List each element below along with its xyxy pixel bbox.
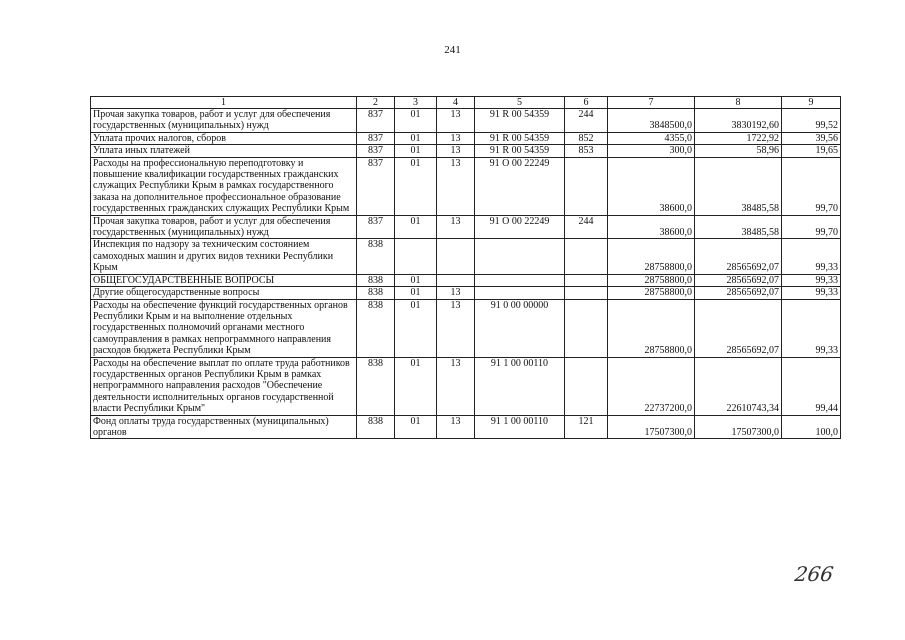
column-header: 7 — [608, 97, 695, 109]
cell-percent: 99,33 — [782, 299, 841, 357]
cell-expense-type: 121 — [565, 415, 608, 439]
cell-expense-type: 244 — [565, 109, 608, 133]
cell-name: Расходы на обеспечение функций государственных органов Республики Крым и на выполнение отдельных государственных полномочий органами местного самоуправления в рамках непрограммного направления расходов бюджета Республики Крым — [91, 299, 357, 357]
cell-percent: 19,65 — [782, 145, 841, 157]
cell-section: 01 — [395, 299, 437, 357]
handwritten-page-number: 266 — [793, 562, 835, 586]
cell-percent: 99,44 — [782, 357, 841, 415]
cell-planned: 17507300,0 — [608, 415, 695, 439]
cell-gov-code: 837 — [357, 215, 395, 239]
cell-subsection: 13 — [437, 215, 475, 239]
cell-planned: 28758800,0 — [608, 287, 695, 299]
cell-gov-code: 838 — [357, 287, 395, 299]
cell-gov-code: 838 — [357, 299, 395, 357]
table-row — [91, 299, 841, 357]
cell-expense-type: 852 — [565, 132, 608, 144]
cell-gov-code: 837 — [357, 145, 395, 157]
cell-subsection: 13 — [437, 357, 475, 415]
cell-executed: 28565692,07 — [695, 287, 782, 299]
cell-subsection: 13 — [437, 415, 475, 439]
cell-percent: 99,33 — [782, 239, 841, 274]
cell-section: 01 — [395, 415, 437, 439]
cell-planned: 28758800,0 — [608, 274, 695, 286]
cell-percent: 99,70 — [782, 157, 841, 215]
cell-gov-code: 838 — [357, 415, 395, 439]
cell-planned: 22737200,0 — [608, 357, 695, 415]
cell-subsection: 13 — [437, 145, 475, 157]
cell-gov-code: 837 — [357, 109, 395, 133]
cell-percent: 99,33 — [782, 274, 841, 286]
cell-target-article: 91 1 00 00110 — [475, 415, 565, 439]
cell-planned: 38600,0 — [608, 215, 695, 239]
cell-subsection — [437, 239, 475, 274]
cell-executed: 28565692,07 — [695, 299, 782, 357]
cell-planned: 300,0 — [608, 145, 695, 157]
cell-section: 01 — [395, 145, 437, 157]
table-row — [91, 145, 841, 157]
cell-percent: 39,56 — [782, 132, 841, 144]
cell-name: ОБЩЕГОСУДАРСТВЕННЫЕ ВОПРОСЫ — [91, 274, 357, 286]
cell-expense-type: 244 — [565, 215, 608, 239]
cell-name: Другие общегосударственные вопросы — [91, 287, 357, 299]
cell-section: 01 — [395, 357, 437, 415]
cell-executed: 28565692,07 — [695, 239, 782, 274]
table-row — [91, 109, 841, 133]
cell-target-article: 91 R 00 54359 — [475, 132, 565, 144]
cell-section — [395, 239, 437, 274]
cell-executed: 38485,58 — [695, 157, 782, 215]
cell-subsection: 13 — [437, 287, 475, 299]
table-row — [91, 357, 841, 415]
cell-executed: 28565692,07 — [695, 274, 782, 286]
cell-planned: 28758800,0 — [608, 299, 695, 357]
cell-expense-type — [565, 357, 608, 415]
cell-gov-code: 837 — [357, 132, 395, 144]
cell-percent: 100,0 — [782, 415, 841, 439]
cell-name: Уплата иных платежей — [91, 145, 357, 157]
column-header: 3 — [395, 97, 437, 109]
cell-section: 01 — [395, 274, 437, 286]
cell-executed: 38485,58 — [695, 215, 782, 239]
cell-name: Расходы на обеспечение выплат по оплате труда работников государственных органов Республики Крым в рамках непрограммного направления расходов "Обеспечение деятельности исполнительных органов государственной власти Республики Крым" — [91, 357, 357, 415]
cell-target-article: 91 О 00 22249 — [475, 157, 565, 215]
cell-subsection — [437, 274, 475, 286]
cell-target-article — [475, 287, 565, 299]
cell-gov-code: 838 — [357, 357, 395, 415]
cell-subsection: 13 — [437, 157, 475, 215]
cell-target-article — [475, 274, 565, 286]
cell-gov-code: 838 — [357, 274, 395, 286]
table-header-row — [91, 97, 841, 109]
table-row — [91, 415, 841, 439]
cell-executed: 3830192,60 — [695, 109, 782, 133]
cell-executed: 1722,92 — [695, 132, 782, 144]
column-header: 4 — [437, 97, 475, 109]
cell-target-article: 91 R 00 54359 — [475, 109, 565, 133]
table-row — [91, 132, 841, 144]
cell-planned: 28758800,0 — [608, 239, 695, 274]
column-header: 8 — [695, 97, 782, 109]
cell-name: Прочая закупка товаров, работ и услуг для обеспечения государственных (муниципальных) нужд — [91, 215, 357, 239]
cell-executed: 17507300,0 — [695, 415, 782, 439]
cell-target-article: 91 О 00 22249 — [475, 215, 565, 239]
cell-subsection: 13 — [437, 299, 475, 357]
cell-section: 01 — [395, 109, 437, 133]
cell-target-article: 91 1 00 00110 — [475, 357, 565, 415]
cell-target-article: 91 R 00 54359 — [475, 145, 565, 157]
budget-table — [90, 96, 841, 439]
column-header: 9 — [782, 97, 841, 109]
cell-target-article: 91 0 00 00000 — [475, 299, 565, 357]
cell-subsection: 13 — [437, 132, 475, 144]
cell-expense-type — [565, 274, 608, 286]
cell-name: Фонд оплаты труда государственных (муниципальных) органов — [91, 415, 357, 439]
cell-name: Расходы на профессиональную переподготовку и повышение квалификации государственных гражданских служащих Республики Крым в рамках государственного заказа на дополнительное профессиональное образование государственных гражданских служащих Республики Крым — [91, 157, 357, 215]
cell-section: 01 — [395, 287, 437, 299]
table-row — [91, 287, 841, 299]
cell-name: Прочая закупка товаров, работ и услуг для обеспечения государственных (муниципальных) нужд — [91, 109, 357, 133]
cell-name: Инспекция по надзору за техническим состоянием самоходных машин и других видов техники Республики Крым — [91, 239, 357, 274]
cell-planned: 4355,0 — [608, 132, 695, 144]
table-row — [91, 157, 841, 215]
cell-expense-type — [565, 287, 608, 299]
column-header: 2 — [357, 97, 395, 109]
cell-planned: 3848500,0 — [608, 109, 695, 133]
cell-gov-code: 837 — [357, 157, 395, 215]
cell-executed: 58,96 — [695, 145, 782, 157]
table-row — [91, 274, 841, 286]
cell-subsection: 13 — [437, 109, 475, 133]
table-row — [91, 239, 841, 274]
cell-percent: 99,33 — [782, 287, 841, 299]
column-header: 5 — [475, 97, 565, 109]
cell-name: Уплата прочих налогов, сборов — [91, 132, 357, 144]
cell-target-article — [475, 239, 565, 274]
column-header: 1 — [91, 97, 357, 109]
cell-expense-type: 853 — [565, 145, 608, 157]
cell-expense-type — [565, 239, 608, 274]
cell-expense-type — [565, 299, 608, 357]
cell-executed: 22610743,34 — [695, 357, 782, 415]
cell-section: 01 — [395, 157, 437, 215]
cell-percent: 99,70 — [782, 215, 841, 239]
cell-percent: 99,52 — [782, 109, 841, 133]
cell-planned: 38600,0 — [608, 157, 695, 215]
column-header: 6 — [565, 97, 608, 109]
page-number: 241 — [444, 44, 461, 56]
cell-gov-code: 838 — [357, 239, 395, 274]
cell-section: 01 — [395, 215, 437, 239]
cell-expense-type — [565, 157, 608, 215]
cell-section: 01 — [395, 132, 437, 144]
table-row — [91, 215, 841, 239]
